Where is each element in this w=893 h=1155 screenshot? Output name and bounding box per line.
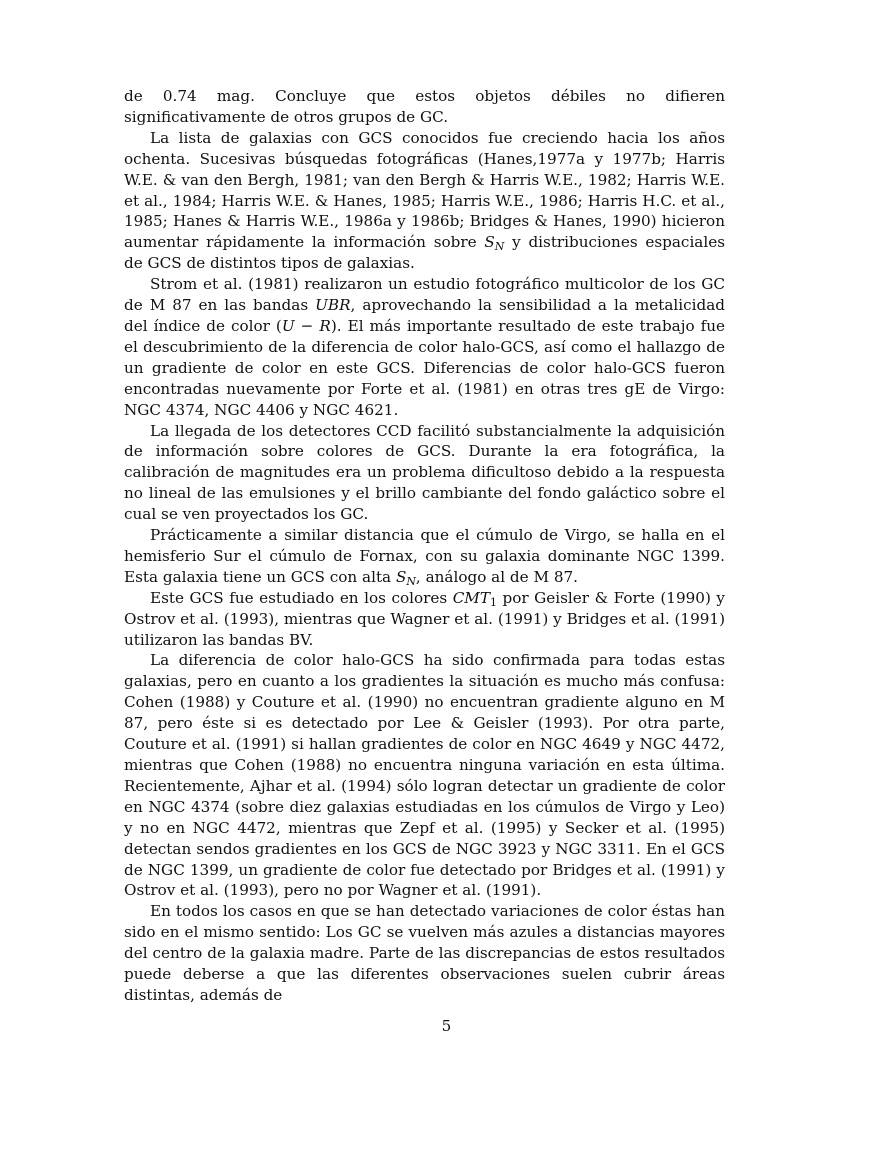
text-run: La llegada de los detectores CCD facilitó substancialmente la adquisición de información sobre colores de GCS. Durante la era fotográfica, la calibración de magnitudes era un problema dificultoso debido a la respuesta no lineal de las emulsiones y el brillo cambiante del fondo galáctico sobre el cual se ven proyectados los GC. xyxy=(124,421,725,524)
subscript: N xyxy=(494,240,505,254)
text-run: de 0.74 mag. Concluye que estos objetos débiles no difieren significativamente de otros grupos de GC. xyxy=(124,87,725,126)
text-run: La lista de galaxias con GCS conocidos fue creciendo hacia los años ochenta. Sucesivas búsquedas fotográficas (Hanes,1977a y 1977b; Harris W.E. & van den Bergh, 1981; van den Bergh & Harris W.E., 1982; Harris W.E. et al., 1984; Harris W.E. & Hanes, 1985; Harris W.E., 1986; Harris H.C. et al., 1985; Hanes & Harris W.E., 1986a y 1986b; Bridges & Hanes, 1990) hicieron aumentar rápidamente la información sobre xyxy=(124,128,725,252)
paragraph xyxy=(124,274,725,420)
math-symbol: CMT xyxy=(452,588,490,607)
text-run: En todos los casos en que se han detectado variaciones de color éstas han sido en el mismo sentido: Los GC se vuelven más azules a distancias mayores del centro de la galaxia madre. Parte de las discrepancias de estos resultados puede deberse a que las diferentes observaciones suelen cubrir áreas distintas, además de xyxy=(124,902,725,1004)
text-run: ). El más importante resultado de este trabajo fue el descubrimiento de la diferencia de color halo-GCS, así como el hallazgo de un gradiente de color en este GCS. Diferencias de color halo-GCS fueron encontradas nuevamente por Forte et al. (1981) en otras tres gE de Virgo: NGC 4374, NGC 4406 y NGC 4621. xyxy=(124,316,725,419)
math-symbol: S xyxy=(484,233,495,252)
text-run: y distribuciones espaciales de GCS de distintos tipos de galaxias. xyxy=(124,233,725,273)
subscript: 1 xyxy=(490,595,497,609)
math-symbol: UBR xyxy=(315,296,351,315)
subscript: N xyxy=(406,574,416,588)
paragraph xyxy=(124,128,725,274)
paragraph xyxy=(124,86,725,128)
text-run: Strom et al. (1981) realizaron un estudio fotográfico multicolor de los GC de M 87 en las bandas xyxy=(124,275,725,315)
paragraph xyxy=(124,525,725,588)
text-run: por Geisler & Forte (1990) y Ostrov et al. (1993), mientras que Wagner et al. (1991) y Bridges et al. (1991) utilizaron las bandas BV. xyxy=(124,588,725,649)
paragraph xyxy=(124,421,725,526)
text-run: , aprovechando la sensibilidad a la metalicidad del índice de color ( xyxy=(124,296,725,335)
paragraph xyxy=(124,650,725,901)
text-run: Prácticamente a similar distancia que el cúmulo de Virgo, se halla en el hemisferio Sur el cúmulo de Fornax, con su galaxia dominante NGC 1399. Esta galaxia tiene un GCS con alta xyxy=(124,526,725,586)
math-symbol: S xyxy=(395,567,407,586)
text-run: La diferencia de color halo-GCS ha sido confirmada para todas estas galaxias, pero en cuanto a los gradientes la situación es mucho más confusa: Cohen (1988) y Couture et al. (1990) no encuentran gradiente alguno en M 87, pero éste si es detectado por Lee & Geisler (1993). Por otra parte, Couture et al. (1991) si hallan gradientes de color en NGC 4649 y NGC 4472, mientras que Cohen (1988) no encuentra ninguna variación en esta última. Recientemente, Ajhar et al. (1994) sólo logran detectar un gradiente de color en NGC 4374 (sobre diez galaxias estudiadas en los cúmulos de Virgo y Leo) y no en NGC 4472, mientras que Zepf et al. (1995) y Secker et al. (1995) detectan sendos gradientes en los GCS de NGC 3923 y NGC 3311. En el GCS de NGC 1399, un gradiente de color fue detectado por Bridges et al. (1991) y Ostrov et al. (1993), pero no por Wagner et al. (1991). xyxy=(124,651,725,900)
text-run: Este GCS fue estudiado en los colores xyxy=(150,588,453,607)
text-run: , análogo al de M 87. xyxy=(415,567,578,586)
paragraph xyxy=(124,901,725,1006)
paragraph xyxy=(124,588,725,651)
math-symbol: U − R xyxy=(281,316,331,335)
body-text xyxy=(124,86,725,1006)
page-number: 5 xyxy=(441,1017,452,1035)
